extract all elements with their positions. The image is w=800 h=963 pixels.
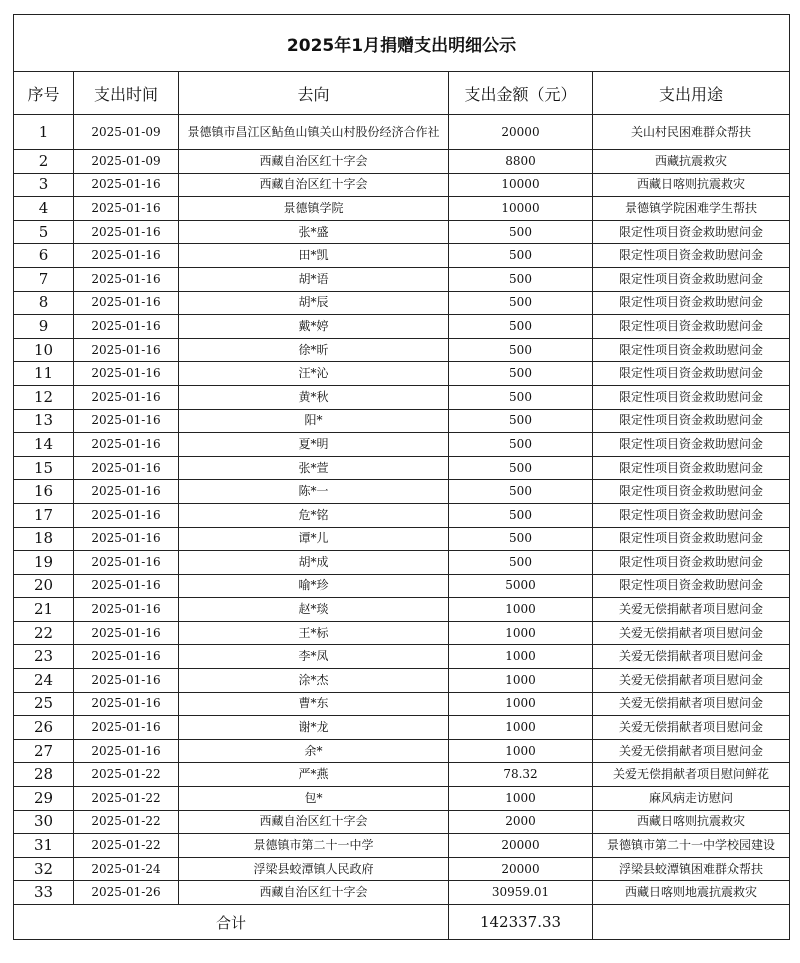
cell-date: 2025-01-22: [74, 763, 179, 787]
cell-to: 景德镇学院: [179, 197, 449, 221]
cell-use: 景德镇学院困难学生帮扶: [593, 197, 790, 221]
cell-seq: 20: [14, 574, 74, 598]
total-label: 合计: [14, 905, 449, 940]
cell-to: 阳*: [179, 409, 449, 433]
cell-seq: 11: [14, 362, 74, 386]
cell-amount: 500: [449, 220, 593, 244]
cell-amount: 500: [449, 291, 593, 315]
cell-use: 麻风病走访慰问: [593, 787, 790, 811]
cell-seq: 26: [14, 716, 74, 740]
header-to: 去向: [179, 72, 449, 115]
cell-use: 限定性项目资金救助慰问金: [593, 220, 790, 244]
cell-use: 限定性项目资金救助慰问金: [593, 385, 790, 409]
cell-seq: 17: [14, 503, 74, 527]
cell-amount: 500: [449, 527, 593, 551]
cell-date: 2025-01-16: [74, 197, 179, 221]
cell-amount: 10000: [449, 197, 593, 221]
table-row: [14, 763, 790, 787]
cell-to: 陈*一: [179, 480, 449, 504]
cell-amount: 500: [449, 267, 593, 291]
cell-date: 2025-01-16: [74, 220, 179, 244]
cell-seq: 10: [14, 338, 74, 362]
total-empty-cell: [593, 905, 790, 940]
cell-date: 2025-01-16: [74, 480, 179, 504]
cell-amount: 20000: [449, 857, 593, 881]
cell-seq: 1: [14, 115, 74, 150]
cell-amount: 30959.01: [449, 881, 593, 905]
cell-to: 危*铭: [179, 503, 449, 527]
cell-to: 景德镇市第二十一中学: [179, 834, 449, 858]
cell-use: 限定性项目资金救助慰问金: [593, 503, 790, 527]
header-row: [14, 72, 790, 115]
cell-use: 限定性项目资金救助慰问金: [593, 338, 790, 362]
table-row: [14, 787, 790, 811]
cell-amount: 500: [449, 338, 593, 362]
cell-seq: 29: [14, 787, 74, 811]
cell-to: 曹*东: [179, 692, 449, 716]
cell-date: 2025-01-16: [74, 716, 179, 740]
table-row: [14, 362, 790, 386]
cell-seq: 4: [14, 197, 74, 221]
cell-use: 关爱无偿捐献者项目慰问金: [593, 598, 790, 622]
cell-use: 关山村民困难群众帮扶: [593, 115, 790, 150]
cell-date: 2025-01-22: [74, 834, 179, 858]
cell-use: 限定性项目资金救助慰问金: [593, 409, 790, 433]
cell-amount: 20000: [449, 115, 593, 150]
cell-amount: 2000: [449, 810, 593, 834]
cell-to: 田*凯: [179, 244, 449, 268]
cell-date: 2025-01-16: [74, 739, 179, 763]
cell-use: 限定性项目资金救助慰问金: [593, 244, 790, 268]
cell-amount: 500: [449, 480, 593, 504]
cell-to: 西藏自治区红十字会: [179, 150, 449, 174]
cell-seq: 21: [14, 598, 74, 622]
cell-date: 2025-01-16: [74, 267, 179, 291]
table-row: [14, 810, 790, 834]
cell-seq: 8: [14, 291, 74, 315]
cell-use: 关爱无偿捐献者项目慰问鲜花: [593, 763, 790, 787]
cell-use: 限定性项目资金救助慰问金: [593, 362, 790, 386]
table-row: [14, 115, 790, 150]
cell-date: 2025-01-16: [74, 385, 179, 409]
cell-date: 2025-01-16: [74, 433, 179, 457]
table-row: [14, 503, 790, 527]
cell-seq: 31: [14, 834, 74, 858]
cell-amount: 500: [449, 409, 593, 433]
cell-to: 戴*婷: [179, 315, 449, 339]
cell-to: 涂*杰: [179, 669, 449, 693]
cell-to: 严*燕: [179, 763, 449, 787]
cell-use: 限定性项目资金救助慰问金: [593, 433, 790, 457]
cell-seq: 22: [14, 621, 74, 645]
cell-seq: 2: [14, 150, 74, 174]
header-time: 支出时间: [74, 72, 179, 115]
cell-use: 关爱无偿捐献者项目慰问金: [593, 669, 790, 693]
table-row: [14, 716, 790, 740]
donation-expense-table: [13, 14, 790, 940]
table-row: [14, 480, 790, 504]
cell-amount: 78.32: [449, 763, 593, 787]
table-row: [14, 409, 790, 433]
cell-amount: 500: [449, 503, 593, 527]
cell-to: 胡*辰: [179, 291, 449, 315]
cell-seq: 14: [14, 433, 74, 457]
table-row: [14, 197, 790, 221]
cell-to: 浮梁县蛟潭镇人民政府: [179, 857, 449, 881]
cell-seq: 32: [14, 857, 74, 881]
cell-amount: 1000: [449, 645, 593, 669]
cell-seq: 5: [14, 220, 74, 244]
table-row: [14, 456, 790, 480]
cell-use: 西藏日喀则地震抗震救灾: [593, 881, 790, 905]
cell-use: 景德镇市第二十一中学校园建设: [593, 834, 790, 858]
cell-use: 限定性项目资金救助慰问金: [593, 480, 790, 504]
cell-to: 王*标: [179, 621, 449, 645]
cell-seq: 18: [14, 527, 74, 551]
cell-to: 西藏自治区红十字会: [179, 173, 449, 197]
cell-amount: 10000: [449, 173, 593, 197]
cell-amount: 500: [449, 456, 593, 480]
cell-use: 西藏抗震救灾: [593, 150, 790, 174]
header-amount: 支出金额（元）: [449, 72, 593, 115]
cell-use: 关爱无偿捐献者项目慰问金: [593, 621, 790, 645]
table-row: [14, 291, 790, 315]
cell-amount: 1000: [449, 598, 593, 622]
total-row: [14, 905, 790, 940]
cell-seq: 27: [14, 739, 74, 763]
table-row: [14, 692, 790, 716]
table-row: [14, 385, 790, 409]
cell-seq: 30: [14, 810, 74, 834]
cell-amount: 500: [449, 385, 593, 409]
cell-to: 胡*语: [179, 267, 449, 291]
cell-date: 2025-01-16: [74, 362, 179, 386]
cell-amount: 8800: [449, 150, 593, 174]
cell-date: 2025-01-16: [74, 621, 179, 645]
cell-date: 2025-01-16: [74, 551, 179, 575]
cell-to: 景德镇市昌江区鲇鱼山镇关山村股份经济合作社: [179, 115, 449, 150]
cell-use: 浮梁县蛟潭镇困难群众帮扶: [593, 857, 790, 881]
table-row: [14, 574, 790, 598]
table-row: [14, 267, 790, 291]
cell-seq: 9: [14, 315, 74, 339]
cell-seq: 13: [14, 409, 74, 433]
table-row: [14, 150, 790, 174]
cell-seq: 15: [14, 456, 74, 480]
header-use: 支出用途: [593, 72, 790, 115]
cell-date: 2025-01-16: [74, 574, 179, 598]
cell-to: 徐*昕: [179, 338, 449, 362]
cell-seq: 25: [14, 692, 74, 716]
table-row: [14, 173, 790, 197]
cell-use: 关爱无偿捐献者项目慰问金: [593, 692, 790, 716]
cell-use: 限定性项目资金救助慰问金: [593, 291, 790, 315]
table-row: [14, 598, 790, 622]
cell-to: 黄*秋: [179, 385, 449, 409]
cell-to: 西藏自治区红十字会: [179, 810, 449, 834]
cell-to: 胡*成: [179, 551, 449, 575]
page-title: 2025年1月捐赠支出明细公示: [14, 15, 790, 72]
cell-amount: 5000: [449, 574, 593, 598]
cell-use: 限定性项目资金救助慰问金: [593, 574, 790, 598]
cell-date: 2025-01-16: [74, 338, 179, 362]
cell-date: 2025-01-16: [74, 598, 179, 622]
cell-amount: 500: [449, 362, 593, 386]
cell-to: 赵*琰: [179, 598, 449, 622]
cell-seq: 28: [14, 763, 74, 787]
table-row: [14, 338, 790, 362]
cell-date: 2025-01-24: [74, 857, 179, 881]
cell-to: 谭*儿: [179, 527, 449, 551]
cell-seq: 16: [14, 480, 74, 504]
cell-amount: 1000: [449, 787, 593, 811]
cell-seq: 7: [14, 267, 74, 291]
total-amount: 142337.33: [449, 905, 593, 940]
cell-date: 2025-01-16: [74, 527, 179, 551]
cell-date: 2025-01-16: [74, 315, 179, 339]
cell-seq: 12: [14, 385, 74, 409]
cell-date: 2025-01-16: [74, 173, 179, 197]
cell-amount: 1000: [449, 669, 593, 693]
cell-date: 2025-01-09: [74, 150, 179, 174]
cell-date: 2025-01-16: [74, 669, 179, 693]
table-row: [14, 220, 790, 244]
cell-use: 西藏日喀则抗震救灾: [593, 810, 790, 834]
cell-to: 张*萱: [179, 456, 449, 480]
cell-use: 西藏日喀则抗震救灾: [593, 173, 790, 197]
cell-date: 2025-01-16: [74, 503, 179, 527]
table-row: [14, 834, 790, 858]
cell-to: 喻*珍: [179, 574, 449, 598]
cell-amount: 1000: [449, 739, 593, 763]
cell-date: 2025-01-09: [74, 115, 179, 150]
cell-to: 汪*沁: [179, 362, 449, 386]
cell-to: 西藏自治区红十字会: [179, 881, 449, 905]
cell-to: 李*凤: [179, 645, 449, 669]
cell-use: 限定性项目资金救助慰问金: [593, 456, 790, 480]
cell-use: 关爱无偿捐献者项目慰问金: [593, 645, 790, 669]
table-row: [14, 315, 790, 339]
cell-use: 限定性项目资金救助慰问金: [593, 527, 790, 551]
cell-seq: 23: [14, 645, 74, 669]
table-row: [14, 857, 790, 881]
cell-use: 限定性项目资金救助慰问金: [593, 267, 790, 291]
table-row: [14, 669, 790, 693]
cell-to: 张*盛: [179, 220, 449, 244]
cell-use: 关爱无偿捐献者项目慰问金: [593, 739, 790, 763]
cell-use: 关爱无偿捐献者项目慰问金: [593, 716, 790, 740]
cell-seq: 24: [14, 669, 74, 693]
table-row: [14, 621, 790, 645]
cell-use: 限定性项目资金救助慰问金: [593, 315, 790, 339]
cell-date: 2025-01-22: [74, 787, 179, 811]
cell-to: 包*: [179, 787, 449, 811]
cell-amount: 20000: [449, 834, 593, 858]
cell-date: 2025-01-16: [74, 291, 179, 315]
cell-to: 夏*明: [179, 433, 449, 457]
cell-seq: 6: [14, 244, 74, 268]
cell-date: 2025-01-16: [74, 456, 179, 480]
header-seq: 序号: [14, 72, 74, 115]
cell-amount: 500: [449, 315, 593, 339]
cell-seq: 33: [14, 881, 74, 905]
cell-to: 谢*龙: [179, 716, 449, 740]
cell-date: 2025-01-16: [74, 244, 179, 268]
cell-use: 限定性项目资金救助慰问金: [593, 551, 790, 575]
cell-date: 2025-01-16: [74, 692, 179, 716]
cell-to: 余*: [179, 739, 449, 763]
table-row: [14, 645, 790, 669]
cell-date: 2025-01-16: [74, 409, 179, 433]
cell-date: 2025-01-26: [74, 881, 179, 905]
cell-seq: 3: [14, 173, 74, 197]
cell-seq: 19: [14, 551, 74, 575]
table-row: [14, 433, 790, 457]
cell-amount: 1000: [449, 716, 593, 740]
table-row: [14, 244, 790, 268]
cell-amount: 500: [449, 244, 593, 268]
cell-amount: 1000: [449, 692, 593, 716]
cell-amount: 1000: [449, 621, 593, 645]
table-row: [14, 527, 790, 551]
cell-amount: 500: [449, 551, 593, 575]
table-row: [14, 881, 790, 905]
cell-date: 2025-01-22: [74, 810, 179, 834]
cell-amount: 500: [449, 433, 593, 457]
table-row: [14, 739, 790, 763]
table-row: [14, 551, 790, 575]
cell-date: 2025-01-16: [74, 645, 179, 669]
